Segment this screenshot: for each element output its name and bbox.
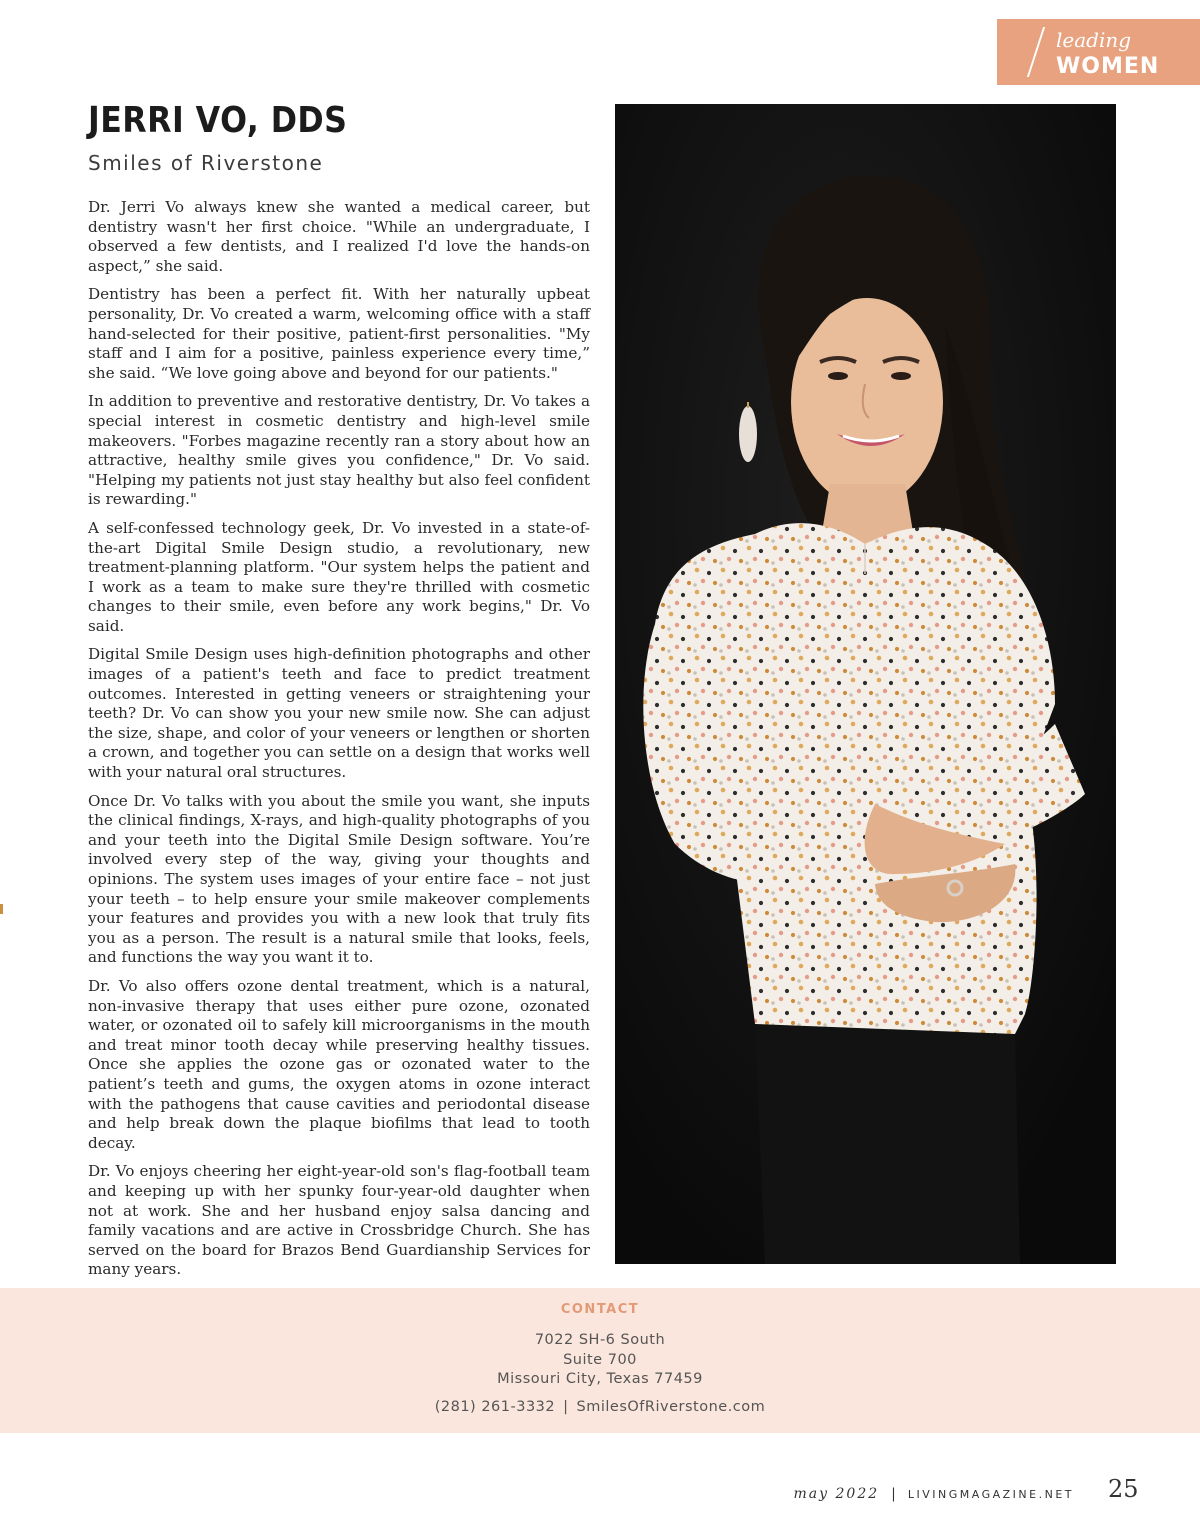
section-tab-line2: WOMEN	[1056, 54, 1160, 79]
article-paragraph: Dr. Vo enjoys cheering her eight-year-old son's flag-football team and keeping up with her spunky four-year-old daughter when not at work. She and her husband enjoy salsa dancing and family vacations and are active in Crossbridge Church. She has served on the board for Brazos Bend Guardianship Services for many years.	[88, 1162, 590, 1279]
article-paragraph: In addition to preventive and restorative dentistry, Dr. Vo takes a special interest in cosmetic dentistry and high-level smile makeovers. "Forbes magazine recently ran a story about how an attractive, healthy smile gives you confidence," Dr. Vo said. "Helping my patients not just stay healthy but also feel confident is rewarding."	[88, 392, 590, 509]
contact-heading: CONTACT	[560, 1302, 640, 1317]
article-paragraph: A self-confessed technology geek, Dr. Vo invested in a state-of-the-art Digital Smile Design studio, a revolutionary, new treatment-planning platform. "Our system helps the patient and I work as a team to make sure they're thrilled with cosmetic changes to their smile, even before any work begins," Dr. Vo said.	[88, 518, 590, 635]
contact-section	[0, 1288, 1200, 1433]
footer-separator: |	[891, 1486, 896, 1502]
article-body	[88, 198, 590, 1317]
margin-mark	[0, 904, 3, 914]
article-paragraph: Dentistry has been a perfect fit. With her naturally upbeat personality, Dr. Vo created a warm, welcoming office with a staff hand-selected for their positive, patient-first personalities. "My staff and I aim for a positive, painless experience every time,” she said. “We love going above and beyond for our patients."	[88, 285, 590, 382]
contact-phone-web	[0, 1399, 1200, 1415]
page-number: 25	[1108, 1475, 1139, 1503]
section-tab-slash	[1027, 27, 1045, 77]
footer-site[interactable]: LIVINGMAGAZINE.NET	[907, 1488, 1074, 1501]
contact-website[interactable]: SmilesOfRiverstone.com	[576, 1399, 766, 1415]
contact-separator: |	[563, 1399, 569, 1415]
article-paragraph: Dr. Jerri Vo always knew she wanted a medical career, but dentistry wasn't her first choice. "While an undergraduate, I observed a few dentists, and I realized I'd love the hands-on aspect,” she said.	[88, 198, 590, 275]
section-tab	[997, 19, 1200, 85]
section-tab-line1: leading	[1056, 28, 1132, 52]
article-paragraph: Once Dr. Vo talks with you about the smile you want, she inputs the clinical findings, X-rays, and high-quality photographs of you and your teeth into the Digital Smile Design software. You’re involved every step of the way, giving your thoughts and opinions. The system uses images of your entire face – not just your teeth – to help ensure your smile makeover complements your features and provides you with a new look that truly fits you as a person. The result is a natural smile that looks, feels, and functions the way you want it to.	[88, 791, 590, 967]
page-subtitle: Smiles of Riverstone	[88, 151, 324, 175]
address-line: Missouri City, Texas 77459	[497, 1371, 703, 1387]
portrait-photo	[615, 104, 1116, 1264]
contact-address	[0, 1331, 1200, 1390]
address-line: Suite 700	[563, 1351, 637, 1368]
footer-issue: may 2022	[793, 1486, 880, 1502]
contact-phone[interactable]: (281) 261-3332	[434, 1399, 556, 1415]
page-footer	[794, 1486, 1074, 1502]
portrait-illustration	[615, 104, 1116, 1264]
article-paragraph: Digital Smile Design uses high-definition photographs and other images of a patient's teeth and face to predict treatment outcomes. Interested in getting veneers or straightening your teeth? Dr. Vo can show you your new smile now. She can adjust the size, shape, and color of your veneers or lengthen or shorten a crown, and together you can settle on a design that works well with your natural oral structures.	[88, 645, 590, 782]
address-line: 7022 SH-6 South	[534, 1332, 666, 1348]
article-paragraph: Dr. Vo also offers ozone dental treatment, which is a natural, non-invasive therapy that uses either pure ozone, ozonated water, or ozonated oil to safely kill microorganisms in the mouth and treat minor tooth decay while preserving healthy tissues. Once she applies the ozone gas or ozonated water to the patient’s teeth and gums, the oxygen atoms in ozone interact with the pathogens that cause cavities and periodontal disease and help break down the plaque biofilms that lead to tooth decay.	[88, 976, 590, 1152]
page-title: JERRI VO, DDS	[88, 100, 348, 141]
